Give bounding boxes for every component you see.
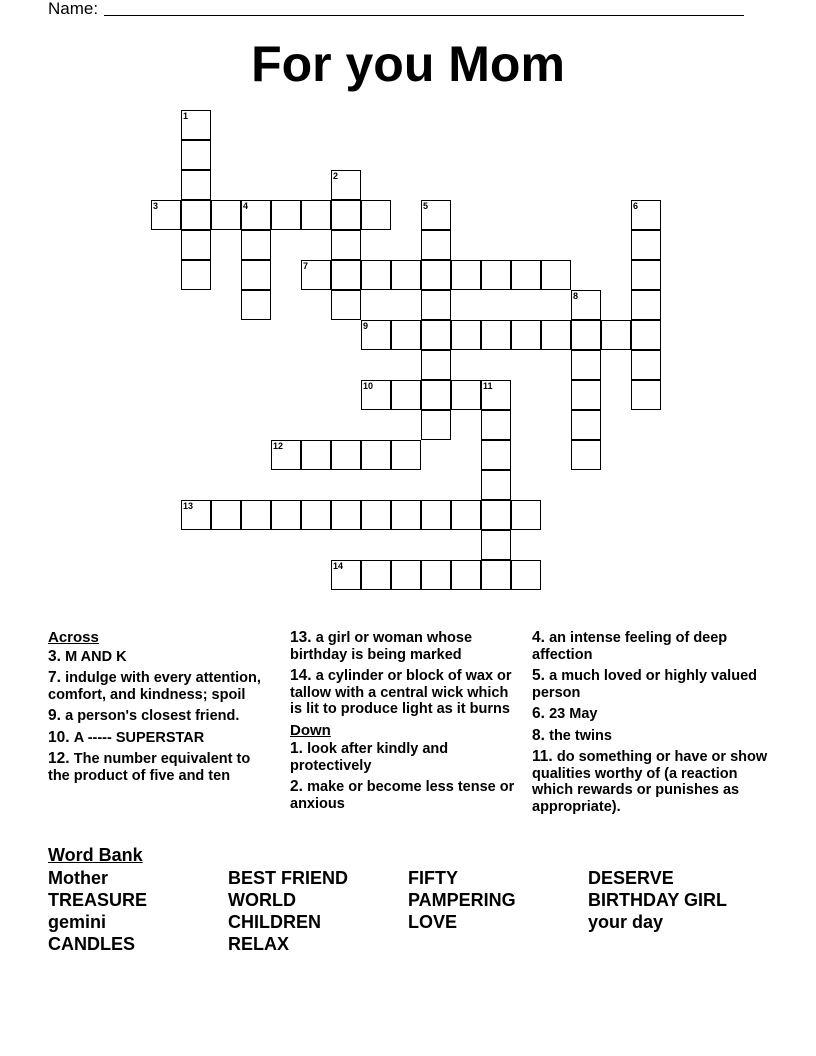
grid-cell [391, 440, 421, 470]
cell-number: 9 [363, 321, 369, 331]
grid-cell [421, 500, 451, 530]
grid-cell [361, 320, 391, 350]
across-header: Across [48, 629, 99, 646]
grid-cell [451, 560, 481, 590]
clue-down-2: 2. make or become less tense or anxious [290, 778, 515, 812]
cell-number: 14 [333, 561, 344, 571]
word-bank-item: BEST FRIEND [228, 868, 349, 888]
grid-cell [451, 380, 481, 410]
page-title: For you Mom [251, 36, 565, 92]
word-bank-column-1 [48, 867, 147, 955]
grid-cell [301, 440, 331, 470]
grid-cell [181, 200, 211, 230]
grid-cell [301, 200, 331, 230]
grid-cell [331, 260, 361, 290]
clue-across-12: 12. The number equivalent to the product of five and ten [48, 750, 251, 784]
cell-number: 6 [633, 201, 639, 211]
grid-cell [571, 290, 601, 320]
grid-cell [181, 170, 211, 200]
grid-cell [571, 350, 601, 380]
grid-cell [481, 260, 511, 290]
grid-cell [181, 500, 211, 530]
grid-cell [481, 560, 511, 590]
grid-cell [391, 380, 421, 410]
cell-number: 4 [243, 201, 249, 211]
grid-cell [301, 500, 331, 530]
grid-cell [571, 380, 601, 410]
grid-cell [181, 110, 211, 140]
grid-cell [181, 140, 211, 170]
grid-cell [631, 320, 661, 350]
grid-cell [451, 500, 481, 530]
grid-cell [601, 320, 631, 350]
grid-cell [211, 200, 241, 230]
word-bank-item: FIFTY [408, 868, 458, 888]
grid-cell [361, 260, 391, 290]
grid-cell [271, 200, 301, 230]
word-bank-item: BIRTHDAY GIRL [588, 890, 728, 910]
word-bank-item: PAMPERING [408, 890, 516, 910]
grid-cell [181, 230, 211, 260]
grid-cell [421, 200, 451, 230]
cell-number: 13 [183, 501, 194, 511]
grid-cell [481, 500, 511, 530]
word-bank-item: Mother [48, 868, 108, 888]
grid-cell [331, 440, 361, 470]
grid-cell [241, 230, 271, 260]
word-bank-column-4 [588, 867, 727, 933]
word-bank-item: CANDLES [48, 934, 136, 954]
cell-number: 3 [153, 201, 159, 211]
grid-cell [271, 500, 301, 530]
grid-cell [361, 440, 391, 470]
grid-cell [241, 260, 271, 290]
grid-cell [421, 350, 451, 380]
word-bank-item: TREASURE [48, 890, 148, 910]
grid-cell [361, 200, 391, 230]
grid-cell [151, 200, 181, 230]
grid-cell [631, 200, 661, 230]
grid-cell [421, 320, 451, 350]
cell-number: 1 [183, 111, 189, 121]
clue-across-10: 10. A ----- SUPERSTAR [48, 728, 205, 746]
name-label: Name: [48, 0, 99, 18]
grid-cell [451, 320, 481, 350]
grid-cell [391, 560, 421, 590]
cell-number: 2 [333, 171, 339, 181]
cell-number: 10 [363, 381, 374, 391]
word-bank-item: CHILDREN [228, 912, 321, 932]
grid-cell [361, 500, 391, 530]
clue-down-8: 8. the twins [532, 726, 612, 744]
grid-cell [421, 410, 451, 440]
grid-cell [391, 260, 421, 290]
clues-column-1 [48, 630, 273, 789]
grid-cell [331, 560, 361, 590]
word-bank-item: WORLD [228, 890, 296, 910]
cell-number: 8 [573, 291, 579, 301]
grid-cell [241, 500, 271, 530]
grid-cell [511, 560, 541, 590]
grid-cell [511, 320, 541, 350]
grid-cell [481, 470, 511, 500]
grid-cell [391, 320, 421, 350]
grid-cell [541, 320, 571, 350]
grid-cell [391, 500, 421, 530]
clue-down-6: 6. 23 May [532, 705, 598, 722]
clue-down-5: 5. a much loved or highly valued person [532, 667, 757, 701]
grid-cell [421, 380, 451, 410]
grid-cell [331, 200, 361, 230]
grid-cell [631, 380, 661, 410]
clue-across-13: 13. a girl or woman whose birthday is being marked [290, 629, 473, 663]
grid-cell [511, 500, 541, 530]
word-bank-item: RELAX [228, 934, 290, 954]
grid-cell [481, 380, 511, 410]
clue-across-7: 7. indulge with every attention, comfort, and kindness; spoil [48, 669, 261, 703]
grid-cell [631, 350, 661, 380]
grid-cell [331, 290, 361, 320]
clues-column-2 [290, 630, 522, 817]
grid-cell [361, 380, 391, 410]
grid-cell [571, 440, 601, 470]
grid-cell [481, 440, 511, 470]
grid-cell [241, 290, 271, 320]
grid-cell [481, 320, 511, 350]
grid-cell [271, 440, 301, 470]
grid-cell [421, 230, 451, 260]
grid-cell [421, 290, 451, 320]
word-bank-column-2 [228, 867, 348, 955]
grid-cell [541, 260, 571, 290]
word-bank-item: gemini [48, 912, 107, 932]
clues-column-3 [532, 630, 772, 820]
grid-cell [451, 260, 481, 290]
cell-number: 5 [423, 201, 429, 211]
grid-cell [631, 260, 661, 290]
word-bank-item: your day [588, 912, 664, 932]
clue-across-3: 3. M AND K [48, 647, 127, 665]
grid-cell [211, 500, 241, 530]
grid-cell [361, 560, 391, 590]
grid-cell [241, 200, 271, 230]
clue-down-4: 4. an intense feeling of deep affection [532, 629, 728, 663]
word-bank-item: LOVE [408, 912, 458, 932]
grid-cell [181, 260, 211, 290]
grid-cell [421, 260, 451, 290]
grid-cell [511, 260, 541, 290]
grid-cell [331, 170, 361, 200]
clue-down-1: 1. look after kindly and protectively [290, 740, 449, 774]
word-bank-column-3 [408, 867, 516, 933]
word-bank-title: Word Bank [48, 845, 143, 865]
grid-cell [571, 410, 601, 440]
cell-number: 12 [273, 441, 284, 451]
grid-cell [331, 230, 361, 260]
grid-cell [301, 260, 331, 290]
word-bank-item: DESERVE [588, 868, 674, 888]
clue-down-11: 11. do something or have or show qualities worthy of (a reaction which rewards or punishes as appropriate). [532, 748, 768, 815]
grid-cell [421, 560, 451, 590]
cell-number: 11 [483, 381, 493, 391]
grid-cell [631, 230, 661, 260]
cell-number: 7 [303, 261, 309, 271]
clue-across-9: 9. a person's closest friend. [48, 707, 240, 724]
grid-cell [481, 410, 511, 440]
grid-cell [571, 320, 601, 350]
grid-cell [331, 500, 361, 530]
grid-cell [481, 530, 511, 560]
down-header: Down [290, 721, 331, 739]
clue-across-14: 14. a cylinder or block of wax or tallow with a central wick which is lit to produce light as it burns [290, 667, 512, 717]
grid-cell [631, 290, 661, 320]
